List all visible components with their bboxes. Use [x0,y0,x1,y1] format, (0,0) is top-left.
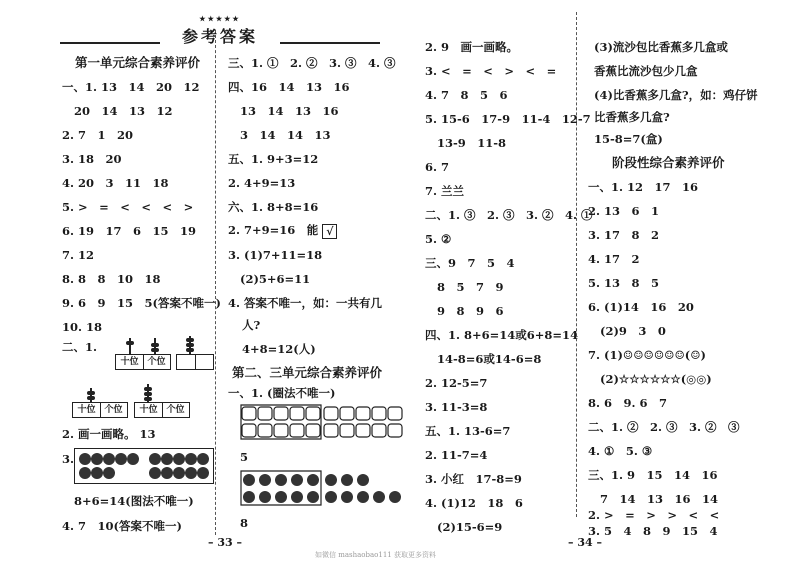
tens-label: 十位 [120,357,139,367]
answer-line: 3. (1)7+11=18 [228,248,323,262]
answer-line: 2. 9 画一画略。 [425,40,519,54]
answer-line: 7 14 13 16 14 [600,492,719,506]
answer-line: 2. 画一画略。 13 [62,427,156,441]
abacus-place-value [115,354,171,370]
strawberry-group-icon [75,449,213,483]
answer-line: 2. 13 6 1 [588,204,660,218]
answer-line: 五、1. 9+3=12 [228,152,319,166]
section-heading: 第一单元综合素养评价 [75,55,201,70]
answer-line: 一、1. 12 17 16 [588,180,699,194]
answer-line: 5 [240,450,249,464]
abacus-bead [151,343,159,347]
abacus-bead [87,396,95,400]
answer-line [228,223,337,239]
answer-line: 4. 7 10(答案不唯一) [62,519,182,533]
answer-line: 20 14 13 12 [74,104,173,118]
answer-line: 15-8=7(盒) [594,132,663,146]
abacus-bead [144,387,152,391]
answer-line: 8+6=14(图法不唯一) [74,494,194,508]
tens-label: 十位 [77,405,96,415]
answer-line: 香蕉比流沙包少几盒 [594,64,698,78]
answer-line: 14-8=6或14-6=8 [437,352,542,366]
answer-line: (2)5+6=11 [240,272,311,286]
answer-line: 3. 5 4 8 9 15 4 [588,524,718,538]
answer-line: 二、1. ③ 2. ③ 3. ② 4. ① [425,208,593,222]
answer-line: 4. ① 5. ③ [588,444,653,458]
answer-line: 4+8=12(人) [242,342,316,356]
answer-line: 2. 11-7=4 [425,448,488,462]
answer-line: 二、1. ② 2. ③ 3. ② ③ [588,420,740,434]
cake-group-icon [240,404,404,440]
section-heading: 第二、三单元综合素养评价 [232,365,383,380]
answer-line: 三、1. ① 2. ② 3. ③ 4. ③ [228,56,396,70]
answer-line: 2. 4+9=13 [228,176,296,190]
apple-drawing-group [240,470,404,506]
answer-line: 一、1. (圈法不唯一) [228,386,336,400]
answer-line: 5. 15-6 17-9 11-4 12-7 [425,112,591,126]
page-number-left: – 33 – [208,536,242,549]
answer-line: 4. 答案不唯一，如：一共有几 [228,296,383,310]
column-divider-3 [576,12,577,517]
answer-line: 六、1. 8+8=16 [228,200,319,214]
answer-line: (2)☆☆☆☆☆☆(◎◎) [600,372,712,386]
answer-line: 5. 13 8 5 [588,276,660,290]
abacus-divider [195,355,196,369]
answer-line: 7. 兰兰 [425,184,465,198]
answer-line: 7. 12 [62,248,95,262]
answer-line: 9 8 9 6 [437,304,504,318]
answer-line: (2)9 3 0 [600,324,666,338]
answer-line: 三、1. 9 15 14 16 [588,468,718,482]
abacus-place-value [176,354,214,370]
cake-drawing-group [240,404,404,440]
answer-line: 2. 12-5=7 [425,376,488,390]
answer-line: 3. 11-3=8 [425,400,488,414]
column-3 [415,0,593,566]
answer-line: 2. > = > > < < [588,508,720,522]
ones-label: 个位 [147,357,166,367]
answer-line: 4. 7 8 5 6 [425,88,508,102]
answer-line: 6. 19 17 6 15 19 [62,224,197,238]
answer-line: 8 [240,516,249,530]
answer-line: 3. < = < > < = [425,64,557,78]
ones-label: 个位 [104,405,123,415]
answer-line: 3. 小红 17-8=9 [425,472,522,486]
page-title: 参考答案 [181,27,258,46]
abacus-bead [144,397,152,401]
answer-line: 一、1. 13 14 20 12 [62,80,200,94]
answer-line: 4. 17 2 [588,252,640,266]
strawberry-drawing-box [74,448,214,484]
answer-line: 8. 6 9. 6 7 [588,396,668,410]
answer-line: 5. > = < < < > [62,200,194,214]
answer-line: 3. 18 20 [62,152,122,166]
answer-line: (3)流沙包比香蕉多几盒或 [594,40,728,54]
answer-line: 13-9 11-8 [437,136,507,150]
page-number-right: – 34 – [568,536,602,549]
answer-line: 人? [242,318,261,332]
answer-line: 4. 20 3 11 18 [62,176,169,190]
answer-line: 比香蕉多几盒? [594,110,670,124]
watermark-text: 如微信 mashaobao111 获取更多资料 [315,551,436,559]
answer-line: 四、16 14 13 16 [228,80,350,94]
check-mark-box: √ [322,224,337,239]
column-4 [578,0,800,566]
abacus-bead [186,343,194,347]
abacus-place-value [72,402,128,418]
abacus-bead [126,341,134,345]
column-2 [216,0,406,566]
answer-line: 五、1. 13-6=7 [425,424,511,438]
answer-line: 8 5 7 9 [437,280,504,294]
abacus-place-value [134,402,190,418]
answer-text: 2. 7+9=16 能 [228,223,319,237]
answer-line: 6. (1)14 16 20 [588,300,694,314]
abacus-bead [87,391,95,395]
answer-line: 3. [62,452,75,466]
answer-line: (2)15-6=9 [437,520,503,534]
answer-line: 10. 18 [62,320,103,334]
answer-line: 3 14 14 13 [240,128,331,142]
answer-line: 2. 7 1 20 [62,128,134,142]
answer-line: 二、1. [62,340,98,354]
answer-line: (4)比香蕉多几盒?，如：鸡仔饼 [594,88,758,102]
header-stars: ★★★★★ [199,14,241,23]
abacus-bead [186,338,194,342]
ones-label: 个位 [166,405,185,415]
answer-line: 9. 6 9 15 5(答案不唯一) [62,296,221,310]
abacus-bead [151,348,159,352]
answer-line: 8. 8 8 10 18 [62,272,161,286]
answer-line: 3. 17 8 2 [588,228,660,242]
abacus-bead [144,392,152,396]
answer-line: 5. ② [425,232,452,246]
section-heading: 阶段性综合素养评价 [612,155,725,170]
answer-line: 四、1. 8+6=14或6+8=14 [425,328,579,342]
answer-line: 13 14 13 16 [240,104,339,118]
abacus-bead [186,348,194,352]
answer-line: 7. (1)☺☺☺☺☺☺(☺) [588,348,706,362]
answer-line: 6. 7 [425,160,450,174]
answer-line: 三、9 7 5 4 [425,256,515,270]
answer-line: 4. (1)12 18 6 [425,496,523,510]
apple-group-icon [240,470,404,506]
tens-label: 十位 [139,405,158,415]
